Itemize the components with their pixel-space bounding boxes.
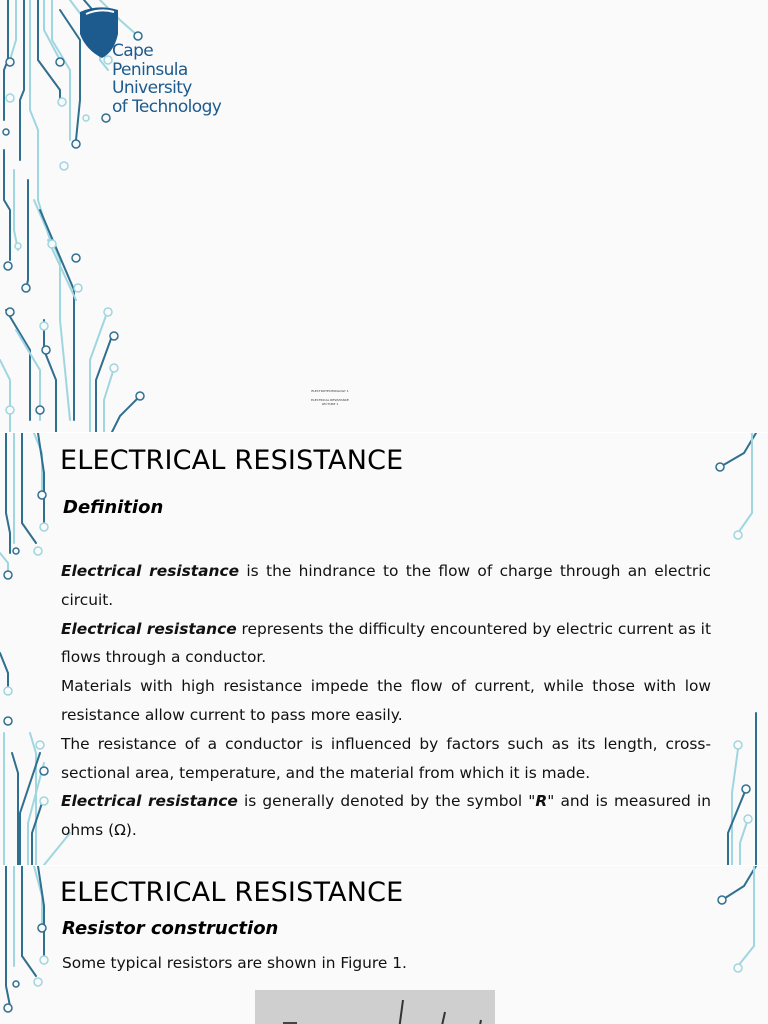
- paragraph-text: " and is measured in ohms (Ω).: [61, 792, 711, 840]
- paragraph: [61, 787, 711, 845]
- paragraph: [61, 557, 711, 615]
- title-slide: [0, 0, 768, 432]
- logo-line: University: [112, 78, 192, 98]
- bold-term: Electrical resistance: [61, 619, 237, 638]
- slide-footer-topic: ELECTRICAL RESISTANCE: [311, 398, 349, 402]
- intro-text: Some typical resistors are shown in Figure 1.: [62, 954, 407, 972]
- definition-text: [61, 557, 711, 845]
- paragraph-text: The resistance of a conductor is influenced by factors such as its length, cross-sectional area, temperature, and the material from which it is made.: [61, 734, 711, 782]
- paragraph-text: Materials with high resistance impede the flow of current, while those with low resistance allow current to pass more easily.: [61, 677, 711, 724]
- bold-term: Electrical resistance: [61, 792, 238, 811]
- logo-line: of Technology: [112, 96, 222, 117]
- resistors-photo: [255, 990, 495, 1024]
- slide-footer-lecture: LECTURE 1: [321, 402, 339, 406]
- slide-title: ELECTRICAL RESISTANCE: [60, 445, 404, 476]
- paragraph-text: is the hindrance to the flow of charge through an electric circuit.: [61, 562, 712, 609]
- paragraph: [61, 615, 711, 673]
- paragraph: [61, 672, 711, 730]
- logo-line: Peninsula: [112, 59, 188, 80]
- definition-slide: [0, 433, 768, 865]
- section-heading: Resistor construction: [62, 918, 279, 939]
- slide-title: ELECTRICAL RESISTANCE: [60, 877, 404, 908]
- section-heading: Definition: [63, 497, 164, 518]
- paragraph-text: is generally denoted by the symbol ": [237, 792, 536, 811]
- construction-slide: [0, 866, 768, 1024]
- logo-line: Cape: [112, 41, 154, 61]
- resistor-figure-image: [255, 990, 495, 1024]
- university-logo-text: [112, 42, 221, 116]
- slide-footer-course: ELECTROTECHNOLOGY 1: [311, 389, 349, 393]
- resistance-symbol: R: [535, 792, 548, 811]
- bold-term: Electrical resistance: [61, 562, 240, 580]
- paragraph-text: represents the difficulty encountered by electric current as it flows through a conductor.: [61, 619, 711, 667]
- paragraph: [61, 730, 711, 788]
